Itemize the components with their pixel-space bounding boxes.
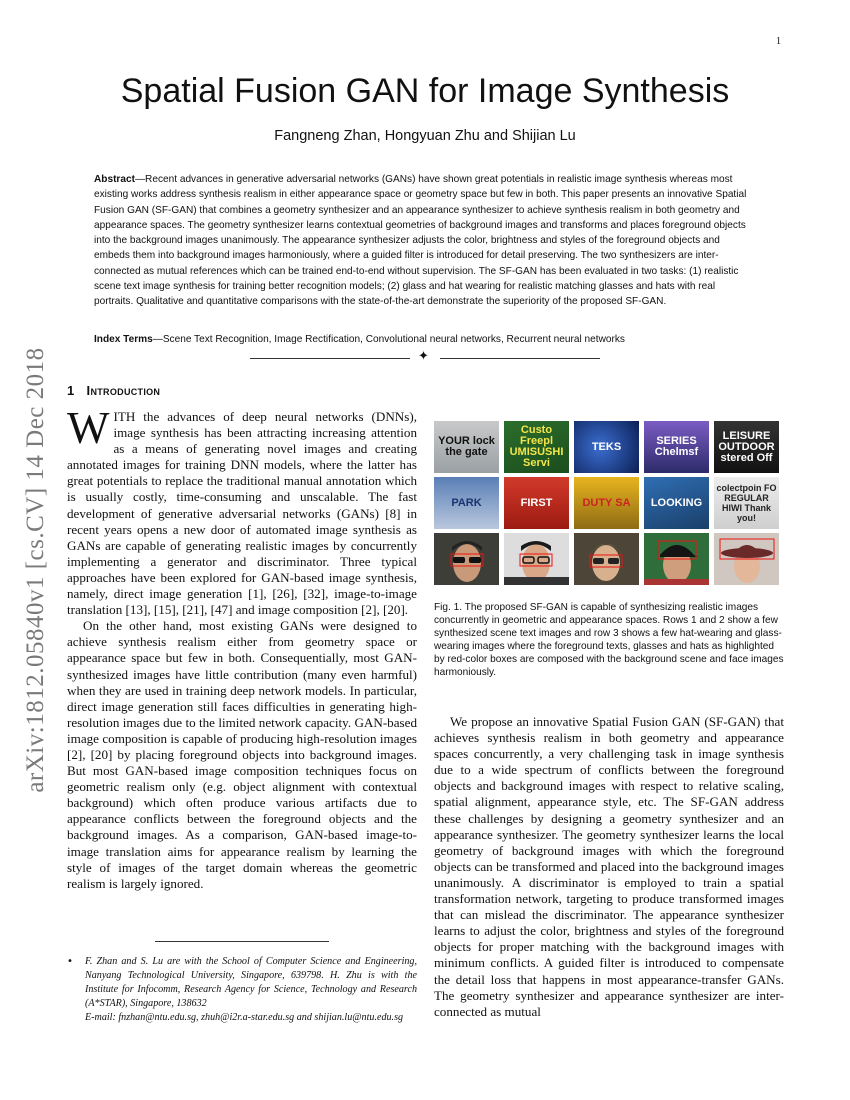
separator-diamond-icon: ✦ [418,349,429,364]
figure-tile-r1c1 [434,421,499,473]
affiliation-footnote [67,955,417,1025]
figure-tile-text: YOUR lock the gate [438,435,495,458]
section-title: Introduction [86,383,161,398]
separator-rule-left [250,358,410,359]
intro-paragraph-1 [67,403,417,618]
intro-lead-word: ITH [113,409,136,424]
abstract [94,172,756,310]
figure-tile-r2c3 [574,477,639,529]
figure-tile-text: Custo Freepl UMISUSHI Servi [509,424,564,469]
figure-tile-text: TEKS [591,440,622,453]
figure-tile-text: LEISURE OUTDOOR stered Off [718,429,775,464]
intro-paragraph-1-text: the advances of deep neural networks (DNNs), image synthesis has been attracting increasing attention as a means of generating novel images and creating annotated images for training DNN models, where the latter has great potentials to replace the traditional manual annotation which is usually costly, time-consuming and unscalable. The fast development of generative adversarial networks (GANs) [8] in recent years opens a new door of automated image synthesis as GANs are capable of generating realistic images by concurrently implementing a generator and discriminator. Three typical approaches have been explored for GAN-based image synthesis, namely, direct image generation [1], [26], [32], image-to-image translation [13], [15], [21], [47] and image composition [2], [20]. [67,409,417,618]
footnote-emails: E-mail: fnzhan@ntu.edu.sg, zhuh@i2r.a-star.edu.sg and shijian.lu@ntu.edu.sg [85,1012,404,1023]
figure-tile-r2c5 [714,477,779,529]
intro-paragraph-2: On the other hand, most existing GANs were designed to achieve synthesis realism either from geometry space or appearance space but few in both. Consequentially, most GAN-synthesized images have little contribution (many even harmful) when they are used in training deep network models. In particular, direct image generation still faces difficulties in generating high-resolution images due to the limited network capacity. GAN-based image composition is capable of producing high-resolution images [2], [20] by placing foreground objects into background images. But most GAN-based image composition techniques focus on geometric realism only (e.g. object alignment with contextual background) which often produce various artifacts due to appearance conflicts between the foreground objects and the background images. As a comparison, GAN-based image-to-image translation aims for appearance realism by learning the style of images of the target domain whereas the geometric realism is largely ignored. [67,618,417,891]
figure-tile-text: DUTY SA [582,496,631,509]
figure-tile-r1c4 [644,421,709,473]
paper-title: Spatial Fusion GAN for Image Synthesis [120,72,730,110]
portrait-with-glasses-1 [434,533,499,585]
portrait-with-glasses-2 [504,533,569,585]
index-terms-text: —Scene Text Recognition, Image Rectification, Convolutional neural networks, Recurrent neural networks [152,334,625,345]
figure-tile-r2c1 [434,477,499,529]
section-heading [67,383,160,398]
section-number: 1 [67,383,75,398]
footnote-rule [155,941,329,942]
portrait-with-glasses-3 [574,533,639,585]
figure-1-caption: Fig. 1. The proposed SF-GAN is capable of synthesizing realistic images concurrently in geometric and appearance spaces. Rows 1 and 2 show a few synthesized scene text images and row 3 shows a few hat-wearing and glass-wearing images where the foreground texts, glasses and hats as highlighted by red-color boxes are composed with the background scene and face images harmoniously. [434,602,784,679]
index-terms [94,332,756,347]
separator-rule-right [440,358,600,359]
index-terms-label: Index Terms [94,334,153,345]
figure-tile-text: colectpoin FO REGULAR HIWI Thank you! [716,483,777,523]
intro-paragraph-3: We propose an innovative Spatial Fusion GAN (SF-GAN) that achieves synthesis realism in both geometry and appearance spaces concurrently, a very challenging task in image synthesis due to a wide spectrum of conflicts between the foreground objects and background images with respect to relative scaling, spatial alignment, appearance style, etc. The SF-GAN address these challenges by designing a geometry synthesizer and an appearance synthesizer. The geometry synthesizer learns the local geometry of background images with which the foreground objects can be transformed and placed into the background images unanimously. A discriminator is employed to train a spatial transformation network, targeting to produce transformed images that can mislead the discriminator. The appearance synthesizer learns to adjust the color, brightness and styles of the foreground objects for proper matching with the background images with minimum conflicts. A guided filter is introduced to compensate the detail loss that happens in most appearance-transfer GANs. The geometry synthesizer and appearance synthesizer are inter-connected as mutual [434,714,784,1019]
figure-tile-text: FIRST [520,496,553,509]
figure-tile-text: LOOKING [650,496,703,509]
figure-1-image-grid [434,421,780,586]
footnote-bullet: • [67,956,73,967]
figure-tile-r1c3 [574,421,639,473]
figure-tile-r2c4 [644,477,709,529]
abstract-text: —Recent advances in generative adversarial networks (GANs) have shown great potentials in realistic image synthesis whereas most existing works address synthesis realism in either appearance space or geometry space but few in both. This paper presents an innovative Spatial Fusion GAN (SF-GAN) that combines a geometry synthesizer and an appearance synthesizer to achieve synthesis realism in both geometry and appearance spaces. The geometry synthesizer learns contextual geometries of background images and transforms and places foreground objects into the background images unanimously. The appearance synthesizer adjusts the color, brightness and styles of the foreground objects and embeds them into background images harmoniously, where a guided filter is introduced for detail preserving. The two synthesizers are inter-connected as mutual references which can be trained end-to-end without supervision. The SF-GAN has been evaluated in two tasks: (1) realistic scene text image synthesis for training better recognition models; (2) glass and hat wearing for realistic matching glasses and hats with real portraits. Qualitative and quantitative comparisons with the state-of-the-art demonstrate the superiority of the proposed SF-GAN. [94,174,747,308]
left-column-body [67,403,417,892]
abstract-label: Abstract [94,174,135,185]
right-column-body [434,714,784,1020]
figure-tile-r2c2 [504,477,569,529]
arxiv-identifier: arXiv:1812.05840v1 [cs.CV] 14 Dec 2018 [22,347,49,793]
drop-cap: W [67,403,110,453]
portrait-with-hat-1 [644,533,709,585]
figure-tile-r1c5 [714,421,779,473]
figure-tile-text: SERIES Chelmsf [654,435,699,458]
figure-tile-r1c2 [504,421,569,473]
portrait-with-hat-2 [714,533,779,585]
page-number: 1 [776,36,781,47]
figure-tile-text: PARK [451,496,482,509]
paper-authors: Fangneng Zhan, Hongyuan Zhu and Shijian Lu [274,128,576,144]
footnote-text: F. Zhan and S. Lu are with the School of Computer Science and Engineering, Nanyang Technological University, Singapore, 639798. H. Zhu is with the Institute for Infocomm, Research Agency for Science, Technology and Research (A*STAR), Singapore, 138632 [85,956,417,1009]
